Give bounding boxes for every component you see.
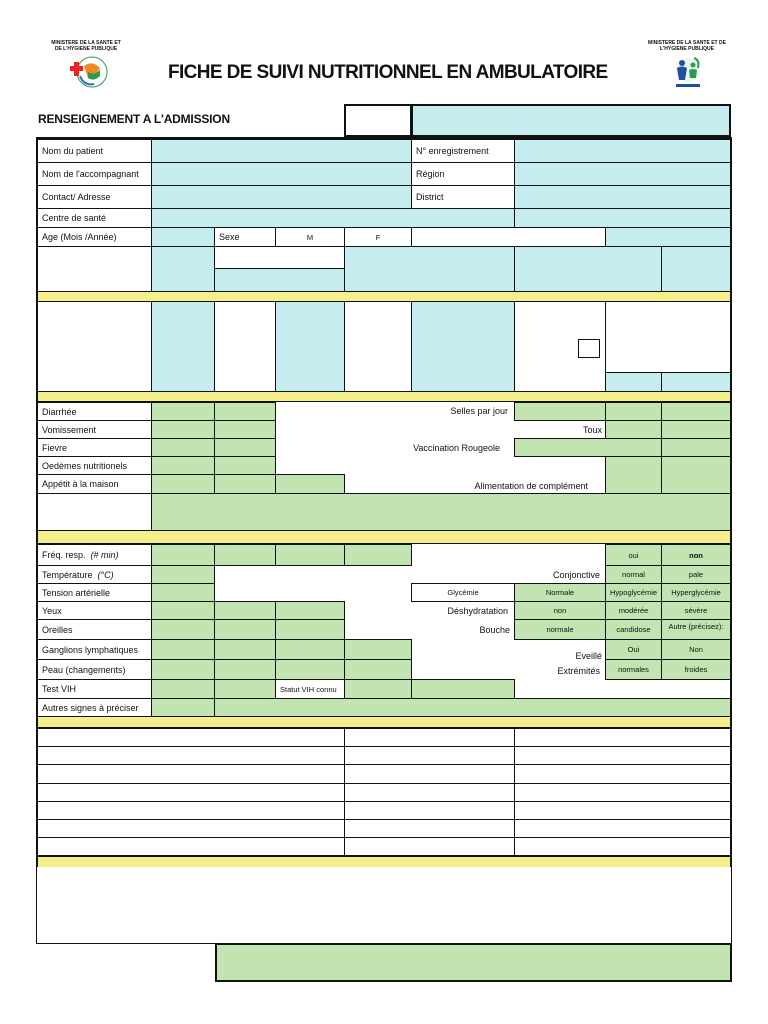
field-oedemes-1[interactable] [151, 456, 215, 475]
label-ganglions: Ganglions lymphatiques [37, 639, 152, 660]
label-fievre: Fievre [37, 438, 152, 457]
option-extremites-normales[interactable]: normales [605, 659, 662, 680]
field-fievre-1[interactable] [151, 438, 215, 457]
label-contact-adresse: Contact/ Adresse [37, 185, 152, 209]
field-signature[interactable] [215, 943, 732, 982]
field-ganglions-1[interactable] [151, 639, 215, 660]
field-notes-symptomes[interactable] [151, 493, 731, 531]
admission-header-box [344, 104, 412, 137]
option-conjonctive-normal[interactable]: normal [605, 565, 662, 584]
label-nom-accompagnant: Nom de l'accompagnant [37, 162, 152, 186]
field-vomissement-1[interactable] [151, 420, 215, 439]
grid-cell[interactable] [37, 728, 345, 747]
field-toux-1[interactable] [605, 420, 662, 439]
label-freq-resp [37, 544, 152, 566]
label-yeux: Yeux [37, 601, 152, 620]
field-measure-2a[interactable] [214, 246, 345, 269]
field-diarrhee-2[interactable] [214, 402, 276, 421]
option-bouche-normale[interactable]: normale [514, 619, 606, 640]
section-title-admission: RENSEIGNEMENT A L'ADMISSION [38, 112, 230, 126]
label-temperature [37, 565, 152, 584]
field-peau-1[interactable] [151, 659, 215, 680]
field-freq-resp-1[interactable] [151, 544, 215, 566]
freq-resp-unit: (# min) [90, 550, 119, 560]
option-bouche-candidose[interactable]: candidose [605, 619, 662, 640]
label-glycemie: Glycémie [411, 583, 515, 602]
label-selles: Selles par jour [450, 406, 508, 416]
grid-cell[interactable] [344, 783, 515, 802]
field-freq-resp-2[interactable] [214, 544, 276, 566]
field-oreilles-3[interactable] [275, 619, 345, 640]
grid-cell[interactable] [344, 801, 515, 820]
field-statut-vih-2[interactable] [411, 679, 515, 699]
freq-resp-text: Fréq. resp. [42, 550, 86, 560]
grid-cell[interactable] [514, 764, 731, 783]
field-appetit-3[interactable] [275, 474, 345, 494]
field-oedemes-2[interactable] [214, 456, 276, 475]
field-peau-2[interactable] [214, 659, 276, 680]
field-anthro-5[interactable] [411, 301, 515, 392]
label-diarrhee: Diarrhée [37, 402, 152, 421]
field-peau-3[interactable] [275, 659, 345, 680]
field-numero-enregistrement[interactable] [514, 139, 731, 163]
label-age: Age (Mois /Année) [37, 227, 152, 247]
option-glycemie-normale[interactable]: Normale [514, 583, 606, 602]
field-selles-3[interactable] [661, 402, 731, 421]
option-deshydratation-severe[interactable]: sévère [661, 601, 731, 620]
field-vaccination-1[interactable] [514, 438, 662, 457]
admission-header-field[interactable] [411, 104, 731, 137]
grid-cell[interactable] [514, 819, 731, 838]
field-measure-1[interactable] [151, 246, 215, 292]
temperature-unit: (°C) [97, 569, 114, 580]
field-alimentation-2[interactable] [661, 456, 731, 494]
field-yeux-1[interactable] [151, 601, 215, 620]
label-region: Région [411, 162, 515, 186]
field-oreilles-1[interactable] [151, 619, 215, 640]
grid-cell[interactable] [37, 819, 345, 838]
field-freq-resp-3[interactable] [275, 544, 345, 566]
label-bouche: Bouche [479, 625, 510, 635]
separator-band-4 [37, 716, 731, 728]
label-statut-vih: Statut VIH connu [275, 679, 345, 699]
grid-cell[interactable] [514, 801, 731, 820]
field-anthro-8b[interactable] [661, 372, 731, 392]
field-observations[interactable] [37, 867, 731, 943]
ministry-label-left: MINISTERE DE LA SANTE ET DE L'HYGIENE PUBLIQUE [51, 40, 121, 52]
label-numero-enregistrement: N° enregistrement [411, 139, 515, 163]
field-age-row-cyan[interactable] [605, 227, 731, 247]
field-test-vih-1[interactable] [151, 679, 215, 699]
grid-cell[interactable] [37, 783, 345, 802]
header-non: non [661, 544, 731, 566]
field-ganglions-2[interactable] [214, 639, 276, 660]
label-centre-sante: Centre de santé [37, 208, 152, 228]
field-yeux-3[interactable] [275, 601, 345, 620]
grid-cell[interactable] [37, 837, 345, 856]
label-toux: Toux [582, 425, 602, 435]
field-anthro-1[interactable] [151, 301, 215, 392]
option-extremites-froides[interactable]: froides [661, 659, 731, 680]
field-centre-sante-extra[interactable] [514, 208, 731, 228]
field-anthro-3[interactable] [275, 301, 345, 392]
page-title: FICHE DE SUIVI NUTRITIONNEL EN AMBULATOIRE [168, 62, 608, 83]
grid-cell[interactable] [344, 764, 515, 783]
grid-cell[interactable] [514, 746, 731, 765]
field-nom-accompagnant[interactable] [151, 162, 412, 186]
label-district: District [411, 185, 515, 209]
field-oreilles-2[interactable] [214, 619, 276, 640]
field-yeux-2[interactable] [214, 601, 276, 620]
field-measure-2b[interactable] [214, 268, 345, 292]
field-statut-vih-1[interactable] [344, 679, 412, 699]
grid-cell[interactable] [514, 837, 731, 856]
label-alimentation: Alimentation de complément [474, 481, 588, 491]
option-eveille-non[interactable]: Non [661, 639, 731, 660]
field-appetit-2[interactable] [214, 474, 276, 494]
label-peau: Peau (changements) [37, 659, 152, 680]
checkbox-sexe-f[interactable]: F [344, 227, 412, 247]
label-vomissement: Vomissement [37, 420, 152, 439]
field-anthro-7[interactable] [605, 301, 731, 373]
field-anthro-4[interactable] [344, 301, 412, 392]
checkbox-anthro[interactable] [578, 339, 600, 358]
field-autres-signes-1[interactable] [151, 698, 215, 717]
field-district[interactable] [514, 185, 731, 209]
field-selles-2[interactable] [605, 402, 662, 421]
field-peau-4[interactable] [344, 659, 412, 680]
header-oui: oui [605, 544, 662, 566]
label-deshydratation: Déshydratation [447, 606, 508, 616]
field-anthro-2[interactable] [214, 301, 276, 392]
option-bouche-autre[interactable]: Autre (précisez): [661, 619, 731, 640]
field-fievre-2[interactable] [214, 438, 276, 457]
label-tension: Tension artérielle [37, 583, 152, 602]
field-nom-patient[interactable] [151, 139, 412, 163]
ministry-label-right: MINISTERE DE LA SANTE ET DE L'HYGIENE PUBLIQUE [648, 40, 726, 52]
field-tension[interactable] [151, 583, 215, 602]
nutrition-program-logo-icon [670, 54, 706, 92]
label-sexe: Sexe [214, 227, 276, 247]
field-region[interactable] [514, 162, 731, 186]
grid-cell[interactable] [514, 783, 731, 802]
label-appetit: Appétit à la maison [37, 474, 152, 494]
ministry-logo-left-icon [70, 54, 110, 90]
grid-cell[interactable] [344, 728, 515, 747]
option-deshydratation-non[interactable]: non [514, 601, 606, 620]
label-eveille: Eveillé [575, 651, 602, 661]
label-oedemes: Oedèmes nutritionels [37, 456, 152, 475]
grid-cell[interactable] [514, 728, 731, 747]
field-centre-sante[interactable] [151, 208, 515, 228]
grid-cell[interactable] [344, 819, 515, 838]
field-toux-2[interactable] [661, 420, 731, 439]
separator-band-2 [37, 391, 731, 402]
field-autres-signes-2[interactable] [214, 698, 731, 717]
grid-cell[interactable] [37, 746, 345, 765]
grid-cell[interactable] [37, 801, 345, 820]
field-test-vih-2[interactable] [214, 679, 276, 699]
option-deshydratation-moderee[interactable]: modérée [605, 601, 662, 620]
field-freq-resp-4[interactable] [344, 544, 412, 566]
field-measure-4[interactable] [514, 246, 662, 292]
field-vomissement-2[interactable] [214, 420, 276, 439]
label-extremites: Extrémités [557, 666, 600, 676]
option-conjonctive-pale[interactable]: pale [661, 565, 731, 584]
field-age[interactable] [151, 227, 215, 247]
label-oreilles: Oreilles [37, 619, 152, 640]
field-vaccination-2[interactable] [661, 438, 731, 457]
field-measure-3[interactable] [344, 246, 515, 292]
field-selles-1[interactable] [514, 402, 606, 421]
label-autres-signes: Autres signes à préciser [37, 698, 152, 717]
field-ganglions-4[interactable] [344, 639, 412, 660]
checkbox-sexe-m[interactable]: M [275, 227, 345, 247]
label-test-vih: Test VIH [37, 679, 152, 699]
grid-cell[interactable] [37, 764, 345, 783]
blank-anthro-label [37, 301, 152, 392]
field-measure-5[interactable] [661, 246, 731, 292]
field-temperature[interactable] [151, 565, 215, 584]
field-alimentation-1[interactable] [605, 456, 662, 494]
option-glycemie-hypo[interactable]: Hypoglycémie [605, 583, 662, 602]
separator-band-3 [37, 530, 731, 544]
label-vaccination: Vaccination Rougeole [413, 443, 500, 453]
option-glycemie-hyper[interactable]: Hyperglycémie [661, 583, 731, 602]
blank-notes-label [37, 493, 152, 531]
label-nom-patient: Nom du patient [37, 139, 152, 163]
field-diarrhee-1[interactable] [151, 402, 215, 421]
temperature-text: Température [42, 569, 93, 580]
field-ganglions-3[interactable] [275, 639, 345, 660]
field-contact-adresse[interactable] [151, 185, 412, 209]
blank-measure-label [37, 246, 152, 292]
field-anthro-8a[interactable] [605, 372, 662, 392]
grid-cell[interactable] [344, 837, 515, 856]
grid-cell[interactable] [344, 746, 515, 765]
field-appetit-1[interactable] [151, 474, 215, 494]
option-eveille-oui[interactable]: Oui [605, 639, 662, 660]
label-conjonctive: Conjonctive [552, 570, 600, 580]
field-age-row-blank[interactable] [411, 227, 606, 247]
